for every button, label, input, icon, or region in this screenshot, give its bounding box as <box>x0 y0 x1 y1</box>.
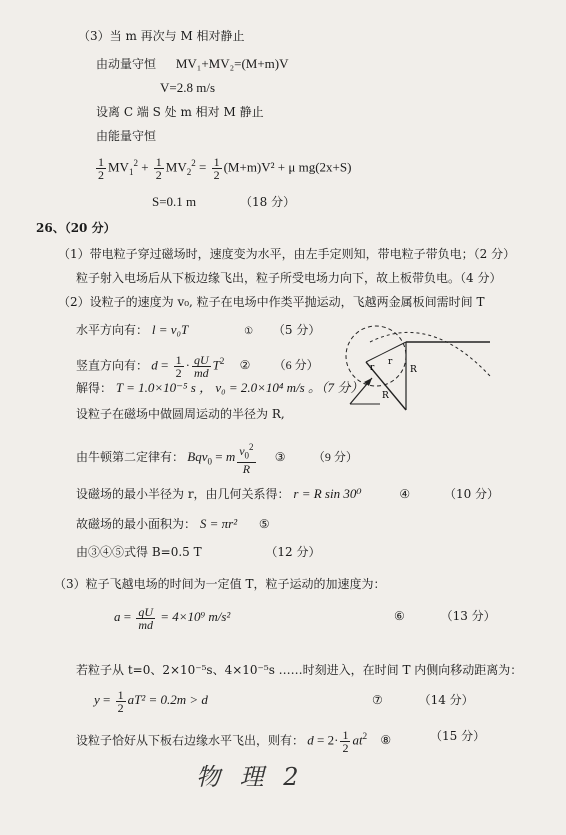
y-number-line <box>372 692 474 708</box>
solve-equation: T = 1.0×10⁻⁵ s ， v₀ = 2.0×10⁴ m/s 。（7 分） <box>115 380 364 395</box>
part3-heading: （3）当 m 再次与 M 相对静止 <box>78 29 245 43</box>
velocity-result: V=2.8 m/s <box>160 80 216 95</box>
field-circle <box>346 326 406 386</box>
eq-number-5: ⑤ <box>258 517 270 531</box>
vertical-line: 竖直方向有： d = $\frac{1}{2}$ · $\frac{qU}{md}$ $T^2$ ② （6 分） <box>76 352 319 380</box>
energy-equation-tail: (M+m)V² + μ mg(2x+S) <box>223 159 352 175</box>
q26-part1-b: 粒子射入电场后从下板边缘飞出，粒子所受电场力向下，故上板带负电。（4 分） <box>76 271 502 285</box>
s-result-line <box>152 194 295 210</box>
momentum-label: 由动量守恒 <box>96 57 157 71</box>
eq-number-6: ⑥ <box>394 609 405 623</box>
assume-line: 设离 C 端 S 处 m 相对 M 静止 <box>96 105 264 119</box>
momentum-line <box>96 56 289 72</box>
vertical-label: 竖直方向有： <box>76 358 149 373</box>
radius-text: 设粒子在磁场中做圆周运动的半径为 R, <box>76 407 285 421</box>
accel-text: （3）粒子飞越电场的时间为一定值 T，粒子运动的加速度为： <box>54 577 386 591</box>
solve-label: 解得： <box>76 381 113 395</box>
accel-number-line <box>394 608 496 624</box>
area-line <box>76 516 270 532</box>
handwritten-mark: 物 理 2 <box>196 763 305 791</box>
arrow-head-icon <box>364 378 372 386</box>
energy-label: 由能量守恒 <box>96 129 157 143</box>
enter-text: 若粒子从 t=0、2×10⁻⁵s、4×10⁻⁵s ……时刻进入，在时间 T 内侧向移动距离为： <box>76 663 523 677</box>
min-radius-equation: r = R sin 30⁰ <box>293 486 362 501</box>
fig-label-r1: r <box>370 363 375 373</box>
eq-number-7: ⑦ <box>372 693 383 707</box>
edge-line: 设粒子恰好从下板右边缘水平飞出，则有： d = 2· $\frac{1}{2}$ $at^2$ ⑧ <box>76 727 392 755</box>
eq-number-4: ④ <box>399 487 411 501</box>
q26-part2-a: （2）设粒子的速度为 v₀, 粒子在电场中作类平抛运动，飞越两金属板间需时间 T <box>58 295 485 309</box>
eq-number-3: ③ <box>274 450 286 464</box>
min-radius-text: 设磁场的最小半径为 r，由几何关系得： <box>76 487 290 501</box>
s-result: S=0.1 m <box>152 194 197 209</box>
accel-line: a = $\frac{qU}{md}$ = 4×10⁹ m/s² <box>114 604 231 632</box>
y-line: y = $\frac{1}{2}$ aT² = 0.2m > d <box>94 687 208 715</box>
fig-label-R2: R <box>382 391 389 401</box>
b-score: （12 分） <box>265 545 321 559</box>
eq-number-2: ② <box>239 358 251 373</box>
newton-label: 由牛顿第二定律有： <box>76 450 185 464</box>
s-score: （18 分） <box>240 195 296 209</box>
horizontal-equation: l = v₀T <box>151 322 189 337</box>
min-radius-score: （10 分） <box>443 487 500 501</box>
b-result: 由③④⑤式得 B=0.5 T <box>76 545 202 559</box>
area-text: 故磁场的最小面积为： <box>76 517 197 531</box>
vertical-score: （6 分） <box>273 358 319 373</box>
chord-line <box>366 342 406 362</box>
horizontal-score: （5 分） <box>272 323 321 337</box>
y-equation-tail: aT² = 0.2m > d <box>127 692 208 707</box>
trajectory-arc <box>370 332 490 376</box>
fig-label-r2: r <box>388 357 393 367</box>
solve-line <box>76 380 363 396</box>
energy-equation: $\frac{1}{2}$ $MV_1^2$ + $\frac{1}{2}$ $MV_2^2$ = $\frac{1}{2}$ (M+m)V² + μ mg(2x+S) <box>98 154 352 182</box>
question-26-heading: 26、（20 分） <box>36 221 116 235</box>
horizontal-line <box>76 322 320 338</box>
accel-equation-tail: = 4×10⁹ m/s² <box>160 609 231 624</box>
area-equation: S = πr² <box>199 516 238 531</box>
eq-number-8: ⑧ <box>380 733 392 748</box>
eq-number-1: ① <box>244 326 254 337</box>
y-score: （14 分） <box>418 693 474 707</box>
fig-label-R1: R <box>410 365 417 375</box>
q26-part1-a: （1）带电粒子穿过磁场时，速度变为水平，由左手定则知，带电粒子带负电；（2 分） <box>58 247 516 261</box>
edge-text: 设粒子恰好从下板右边缘水平飞出，则有： <box>76 733 305 748</box>
newton-score: （9 分） <box>312 450 358 464</box>
b-result-line <box>76 544 321 560</box>
newton-line: 由牛顿第二定律有： Bqv$_0$ = m $\frac{v_0^2}{R}$ ③ （9 分） <box>76 442 358 476</box>
magnetic-field-figure <box>340 318 500 422</box>
min-radius-line <box>76 486 499 502</box>
horizontal-label: 水平方向有： <box>76 323 149 337</box>
momentum-equation: MV₁+MV₂=(M+m)V <box>175 56 289 71</box>
edge-score: （15 分） <box>430 729 486 743</box>
accel-score: （13 分） <box>440 609 496 623</box>
